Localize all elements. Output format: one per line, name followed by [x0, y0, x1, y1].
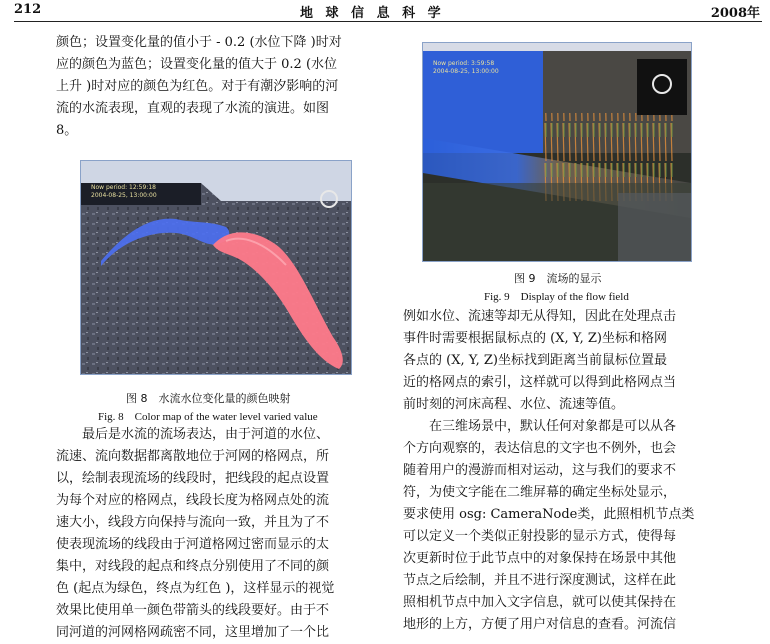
- figure-9-overlay-line2: 2004-08-25, 13:00:00: [433, 68, 499, 75]
- text-line: 色 (起点为绿色，终点为红色 )，这样显示的视觉: [56, 581, 335, 596]
- text-line: 节点之后绘制，并且不进行深度测试，这样在此: [403, 573, 677, 588]
- left-column-bottom-text: [56, 424, 380, 644]
- text-line: 符，为使文字能在二维屏幕的确定坐标处显示，: [403, 485, 677, 500]
- page-number: 212: [14, 2, 42, 17]
- text-line: 可以定义一个类似正射投影的显示方式，使得每: [403, 529, 677, 544]
- text-line: 事件时需要根据鼠标点的 (X, Y, Z)坐标和格网: [403, 331, 667, 346]
- text-line: 同河道的河网格网疏密不同，这里增加了一个比: [56, 625, 330, 640]
- text-line: 要求使用 osg: CameraNode类，此照相机节点类: [403, 507, 695, 522]
- figure-8-render: [81, 161, 351, 374]
- text-line: 随着用户的漫游而相对运动，这与我们的要求不: [403, 463, 677, 478]
- figure-8-overlay-line2: 2004-08-25, 13:00:00: [91, 192, 157, 199]
- figure-9-caption-zh: 图 9 流场的显示: [514, 272, 602, 285]
- text-line: 在三维场景中，默认任何对象都是可以从各: [403, 419, 677, 434]
- text-line: 前时刻的河床高程、水位、流速等值。: [403, 397, 625, 412]
- left-column-top-text: [56, 32, 380, 142]
- figure-8-caption-en: Fig. 8 Color map of the water level varied value: [98, 411, 318, 423]
- page-header: [0, 0, 770, 22]
- text-line: 近的格网点的索引，这样就可以得到此格网点当: [403, 375, 677, 390]
- figure-9-image: [422, 42, 692, 262]
- text-line: 最后是水流的流场表达，由于河道的水位、: [56, 427, 330, 442]
- header-rule: [14, 21, 762, 22]
- text-line: 地形的上方，方便了用户对信息的查看。河流信: [403, 617, 677, 632]
- text-line: 各点的 (X, Y, Z)坐标找到距离当前鼠标位置最: [403, 353, 667, 368]
- text-line: 照相机节点中加入文字信息，就可以使其保持在: [403, 595, 677, 610]
- text-line: 为每个对应的格网点，线段长度为格网点处的流: [56, 493, 330, 508]
- text-line: 效果比使用单一颜色带箭头的线段要好。由于不: [56, 603, 330, 618]
- text-line: 例如水位、流速等却无从得知，因此在处理点击: [403, 309, 677, 324]
- text-line: 次更新时位于此节点中的对象保持在场景中其他: [403, 551, 677, 566]
- publication-year: 2008年: [710, 6, 760, 21]
- figure-9-render: [423, 43, 691, 261]
- figure-9-overlay-line1: Now period: 3:59:58: [433, 60, 495, 67]
- text-line: 速大小，线段方向保持与流向一致，并且为了不: [56, 515, 330, 530]
- text-line: 流的水流表现，直观的表现了水流的演进。如图: [56, 101, 330, 116]
- text-line: 集中，对线段的起点和终点分别使用了不同的颜: [56, 559, 330, 574]
- text-line: 上升 )时对应的颜色为红色。对于有潮汐影响的河: [56, 79, 339, 94]
- text-line: 以，绘制表现流场的线段时，把线段的起点设置: [56, 471, 330, 486]
- journal-title: 地 球 信 息 科 学: [300, 6, 445, 21]
- figure-8-caption-zh: 图 8 水流水位变化量的颜色映射: [126, 392, 291, 405]
- figure-8-overlay-line1: Now period: 12:59:18: [91, 184, 156, 191]
- figure-8-image: [80, 160, 352, 375]
- text-line: 8。: [56, 123, 78, 138]
- text-line: 流速、流向数据都离散地位于河网的格网点，所: [56, 449, 330, 464]
- text-line: 个方向观察的，表达信息的文字也不例外，也会: [403, 441, 677, 456]
- text-line: 颜色；设置变化量的值小于 - 0.2 (水位下降 )时对: [56, 35, 342, 50]
- right-column-text: [403, 306, 739, 636]
- text-line: 应的颜色为蓝色；设置变化量的值大于 0.2 (水位: [56, 57, 338, 72]
- text-line: 使表现流场的线段由于河道格网过密而显示的太: [56, 537, 330, 552]
- figure-9-caption-en: Fig. 9 Display of the flow field: [484, 291, 629, 303]
